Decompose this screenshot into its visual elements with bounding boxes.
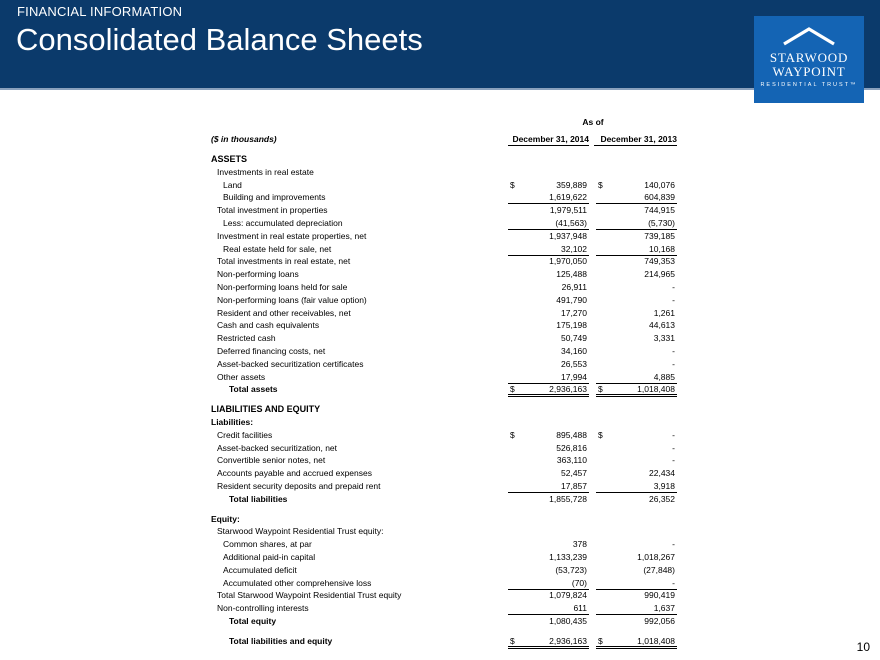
table-row	[211, 525, 679, 538]
value-2013: 214,965	[644, 269, 675, 280]
value-2013: (5,730)	[648, 217, 675, 228]
value-2013: 22,434	[649, 468, 675, 479]
value-2014: 611	[573, 603, 587, 614]
row-label: Non-performing loans (fair value option)	[217, 294, 367, 305]
table-row	[211, 454, 679, 467]
table-row	[211, 442, 679, 455]
header-divider	[0, 88, 880, 90]
row-label: Other assets	[217, 371, 266, 382]
row-label: Starwood Waypoint Residential Trust equity:	[217, 526, 384, 537]
roof-icon	[782, 26, 836, 46]
table-row	[211, 191, 679, 204]
value-2013-cell	[596, 429, 677, 441]
row-label: Liabilities:	[211, 416, 254, 427]
value-2014: 17,994	[561, 371, 587, 382]
row-label: Total equity	[229, 615, 277, 626]
value-2014: 17,270	[561, 307, 587, 318]
table-row	[211, 564, 679, 577]
value-2013-cell	[596, 204, 677, 216]
value-2013-cell	[596, 551, 677, 563]
value-2013: 1,637	[653, 603, 675, 614]
table-row	[211, 383, 679, 396]
row-label: Total investments in real estate, net	[217, 256, 351, 267]
table-row	[211, 243, 679, 256]
dollar-sign: $	[510, 384, 515, 395]
value-2013-cell	[596, 332, 677, 344]
table-row	[211, 589, 679, 602]
value-2013-cell	[596, 358, 677, 370]
value-2013: -	[672, 577, 675, 588]
value-2014: 895,488	[556, 429, 587, 440]
value-2013: -	[672, 455, 675, 466]
value-2014-cell	[508, 538, 589, 550]
table-row	[211, 204, 679, 217]
value-2014-cell	[508, 493, 589, 505]
value-2014-cell	[508, 332, 589, 344]
value-2014: 50,749	[561, 333, 587, 344]
row-label: Accumulated other comprehensive loss	[223, 577, 372, 588]
value-2014: 1,079,824	[549, 590, 587, 601]
row-label: Resident security deposits and prepaid rent	[217, 480, 381, 491]
value-2014: 34,160	[561, 345, 587, 356]
value-2013: 44,613	[649, 320, 675, 331]
value-2013: 992,056	[644, 615, 675, 626]
value-2013-cell	[596, 416, 677, 428]
value-2013-cell	[596, 480, 677, 493]
value-2013-cell	[596, 403, 677, 415]
value-2014-cell	[508, 589, 589, 601]
row-label: Non-performing loans	[217, 269, 299, 280]
value-2014: 526,816	[556, 442, 587, 453]
value-2013-cell	[596, 217, 677, 230]
row-label: Less: accumulated depreciation	[223, 217, 343, 228]
logo-text-tagline: RESIDENTIAL TRUST™	[760, 82, 858, 88]
row-label: Building and improvements	[223, 192, 326, 203]
table-row	[211, 493, 679, 506]
table-row	[211, 358, 679, 371]
value-2013-cell	[596, 153, 677, 165]
row-label: Total liabilities and equity	[229, 635, 333, 646]
table-row	[211, 281, 679, 294]
value-2013-cell	[596, 602, 677, 615]
value-2014: 2,936,163	[549, 635, 587, 646]
value-2013-cell	[596, 371, 677, 384]
value-2013: -	[672, 294, 675, 305]
value-2014-cell	[508, 602, 589, 615]
value-2014-cell	[508, 615, 589, 627]
value-2014-cell	[508, 403, 589, 415]
value-2013: 4,885	[653, 371, 675, 382]
value-2014: 17,857	[561, 480, 587, 491]
table-row	[211, 416, 679, 429]
unit-label: ($ in thousands)	[211, 134, 277, 144]
value-2014-cell	[508, 429, 589, 441]
value-2013: 990,419	[644, 590, 675, 601]
row-label: Asset-backed securitization, net	[217, 442, 338, 453]
value-2013: 739,185	[644, 230, 675, 241]
value-2013-cell	[596, 383, 677, 397]
logo-text-starwood: STARWOOD	[769, 50, 849, 65]
value-2013-cell	[596, 307, 677, 319]
value-2013-cell	[596, 525, 677, 537]
row-label: Credit facilities	[217, 429, 273, 440]
row-label: Accumulated deficit	[223, 564, 297, 575]
value-2013: -	[672, 345, 675, 356]
value-2014-cell	[508, 371, 589, 384]
as-of-header: As of	[582, 117, 604, 127]
value-2013-cell	[596, 564, 677, 576]
value-2014: 1,979,511	[549, 205, 587, 216]
row-label: Equity:	[211, 513, 240, 524]
page-number: 10	[856, 640, 870, 654]
dollar-sign: $	[598, 384, 603, 395]
table-row	[211, 467, 679, 480]
table-row	[211, 480, 679, 493]
value-2013: 749,353	[644, 256, 675, 267]
value-2014-cell	[508, 416, 589, 428]
table-row	[211, 332, 679, 345]
row-label: Investments in real estate	[217, 166, 314, 177]
value-2013-cell	[596, 467, 677, 479]
table-row	[211, 429, 679, 442]
value-2014-cell	[508, 217, 589, 230]
dollar-sign: $	[510, 429, 515, 440]
value-2014: 26,911	[561, 281, 587, 292]
row-label: Total liabilities	[229, 493, 288, 504]
value-2014: 1,855,728	[549, 493, 587, 504]
value-2014-cell	[508, 525, 589, 537]
table-row	[211, 403, 679, 416]
value-2014: 52,457	[561, 468, 587, 479]
section-kicker: FINANCIAL INFORMATION	[17, 4, 183, 19]
value-2013-cell	[596, 319, 677, 331]
value-2013: -	[672, 358, 675, 369]
row-label: Additional paid-in capital	[223, 551, 316, 562]
value-2014-cell	[508, 166, 589, 178]
value-2013: 26,352	[649, 493, 675, 504]
row-label: Asset-backed securitization certificates	[217, 358, 364, 369]
value-2014: 359,889	[556, 179, 587, 190]
value-2014: 378	[572, 539, 587, 550]
page-title: Consolidated Balance Sheets	[16, 22, 423, 57]
value-2013-cell	[596, 442, 677, 454]
value-2013: 10,168	[649, 243, 675, 254]
value-2014-cell	[508, 454, 589, 466]
value-2013: (27,848)	[643, 564, 675, 575]
value-2013-cell	[596, 589, 677, 601]
value-2014: 1,619,622	[549, 192, 587, 203]
row-label: Restricted cash	[217, 333, 276, 344]
dollar-sign: $	[598, 635, 603, 646]
table-row	[211, 153, 679, 166]
value-2013-cell	[596, 493, 677, 505]
row-label: Cash and cash equivalents	[217, 320, 320, 331]
value-2013: 3,918	[653, 480, 675, 491]
value-2013: 1,018,408	[637, 384, 675, 395]
value-2014: 32,102	[561, 243, 587, 254]
value-2013: -	[672, 429, 675, 440]
value-2013: 1,261	[653, 307, 675, 318]
value-2014: 1,937,948	[549, 230, 587, 241]
row-label: Real estate held for sale, net	[223, 243, 332, 254]
table-row	[211, 635, 679, 648]
value-2013: 140,076	[644, 179, 675, 190]
row-label: Total assets	[229, 384, 278, 395]
value-2014: 175,198	[556, 320, 587, 331]
value-2014-cell	[508, 467, 589, 479]
value-2013-cell	[596, 179, 677, 191]
table-row	[211, 294, 679, 307]
value-2014-cell	[508, 243, 589, 256]
table-row	[211, 217, 679, 230]
value-2014: (70)	[571, 577, 587, 588]
value-2014-cell	[508, 153, 589, 165]
value-2014-cell	[508, 635, 589, 649]
company-logo	[754, 16, 864, 103]
value-2014: (41,563)	[555, 217, 587, 228]
value-2013-cell	[596, 166, 677, 178]
value-2014-cell	[508, 513, 589, 525]
dollar-sign: $	[510, 179, 515, 190]
value-2014-cell	[508, 577, 589, 590]
value-2014-cell	[508, 564, 589, 576]
table-row	[211, 179, 679, 192]
value-2014: 1,133,239	[549, 551, 587, 562]
value-2013-cell	[596, 635, 677, 649]
value-2013: 604,839	[644, 192, 675, 203]
value-2013-cell	[596, 345, 677, 357]
table-row	[211, 166, 679, 179]
value-2014: 125,488	[556, 269, 587, 280]
row-label: Convertible senior notes, net	[217, 455, 326, 466]
value-2013-cell	[596, 191, 677, 204]
table-row	[211, 513, 679, 526]
value-2013-cell	[596, 255, 677, 267]
table-row	[211, 345, 679, 358]
table-row	[211, 551, 679, 564]
value-2014: 1,970,050	[549, 256, 587, 267]
value-2013-cell	[596, 281, 677, 293]
value-2013: 3,331	[653, 333, 675, 344]
row-label: Non-controlling interests	[217, 603, 309, 614]
value-2014: 2,936,163	[549, 384, 587, 395]
value-2013-cell	[596, 513, 677, 525]
value-2013: 1,018,267	[637, 551, 675, 562]
row-label: LIABILITIES AND EQUITY	[211, 404, 321, 415]
row-label: Land	[223, 179, 242, 190]
row-label: Accounts payable and accrued expenses	[217, 468, 372, 479]
value-2014: (53,723)	[555, 564, 587, 575]
value-2014: 363,110	[556, 455, 587, 466]
table-row	[211, 319, 679, 332]
value-2014: 26,553	[561, 358, 587, 369]
value-2014-cell	[508, 358, 589, 370]
table-row	[211, 268, 679, 281]
table-row	[211, 538, 679, 551]
table-row	[211, 602, 679, 615]
value-2014: 491,790	[556, 294, 587, 305]
table-row	[211, 255, 679, 268]
value-2014-cell	[508, 268, 589, 280]
value-2013: 744,915	[644, 205, 675, 216]
logo-text-waypoint: WAYPOINT	[772, 64, 846, 79]
value-2014-cell	[508, 319, 589, 331]
value-2014-cell	[508, 230, 589, 242]
value-2014-cell	[508, 442, 589, 454]
value-2014-cell	[508, 191, 589, 204]
value-2014-cell	[508, 179, 589, 191]
dollar-sign: $	[598, 429, 603, 440]
value-2014: 1,080,435	[549, 615, 587, 626]
row-label: Investment in real estate properties, net	[217, 230, 367, 241]
value-2014-cell	[508, 294, 589, 306]
header-banner	[0, 0, 880, 88]
value-2013-cell	[596, 577, 677, 590]
value-2014-cell	[508, 307, 589, 319]
row-label: Common shares, at par	[223, 539, 312, 550]
value-2013-cell	[596, 294, 677, 306]
table-row	[211, 615, 679, 628]
dollar-sign: $	[510, 635, 515, 646]
row-label: Total Starwood Waypoint Residential Trust equity	[217, 590, 402, 601]
value-2014-cell	[508, 345, 589, 357]
dollar-sign: $	[598, 179, 603, 190]
value-2014-cell	[508, 204, 589, 216]
value-2014-cell	[508, 551, 589, 563]
table-row	[211, 307, 679, 320]
column-header-2013: December 31, 2013	[594, 134, 677, 146]
value-2013: 1,018,408	[637, 635, 675, 646]
table-row	[211, 577, 679, 590]
value-2013: -	[672, 442, 675, 453]
table-row	[211, 371, 679, 384]
row-label: Non-performing loans held for sale	[217, 281, 348, 292]
value-2013-cell	[596, 268, 677, 280]
column-header-2014: December 31, 2014	[508, 134, 589, 146]
value-2013-cell	[596, 243, 677, 256]
value-2013-cell	[596, 454, 677, 466]
value-2013-cell	[596, 230, 677, 242]
value-2014-cell	[508, 383, 589, 397]
row-label: Deferred financing costs, net	[217, 345, 326, 356]
value-2013-cell	[596, 615, 677, 627]
value-2014-cell	[508, 255, 589, 267]
row-label: Resident and other receivables, net	[217, 307, 351, 318]
row-label: Total investment in properties	[217, 205, 328, 216]
table-body	[211, 153, 679, 647]
row-label: ASSETS	[211, 154, 248, 164]
value-2013-cell	[596, 538, 677, 550]
value-2014-cell	[508, 281, 589, 293]
value-2013: -	[672, 539, 675, 550]
value-2014-cell	[508, 480, 589, 493]
value-2013: -	[672, 281, 675, 292]
table-row	[211, 230, 679, 243]
